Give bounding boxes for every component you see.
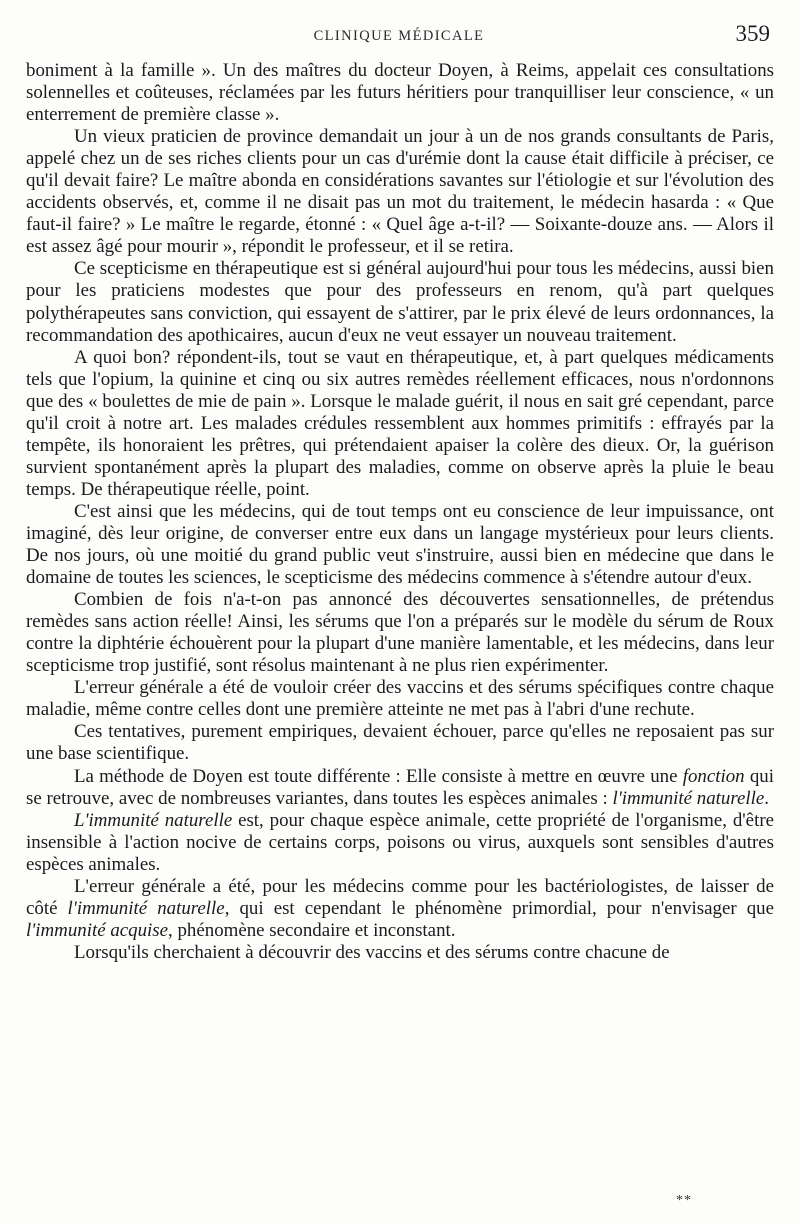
text-run: , phénomène secondaire et inconstant.: [168, 919, 456, 941]
paragraph: [26, 347, 774, 501]
paragraph: [26, 677, 774, 721]
paragraph: [26, 876, 774, 942]
page-number: 359: [735, 21, 770, 46]
text-run: Combien de fois n'a-t-on pas annoncé des découvertes sensationnelles, de prétendus remèdes sans action réelle! Ainsi, les sérums que l'on a préparés sur le modèle du sérum de Roux contre la diphtérie échouèrent pour la plupart d'une manière lamentable, et les médecins, dans leur scepticisme trop justifié, sont résolus maintenant à ne plus rien expérimenter.: [26, 589, 774, 677]
text-run: , qui est cependant le phénomène primordial, pour n'envisager que: [224, 897, 774, 919]
paragraph: [26, 126, 774, 258]
text-run: La méthode de Doyen est toute différente : Elle consiste à mettre en œuvre une: [74, 765, 683, 787]
paragraph: [26, 766, 774, 810]
paragraph: [26, 721, 774, 765]
body-text: [26, 60, 774, 964]
text-run: qui se retrouve, avec de nombreuses variantes, dans toutes les espèces animales :: [26, 765, 774, 809]
text-run: Ces tentatives, purement empiriques, devaient échouer, parce qu'elles ne reposaient pas sur une base scientifique.: [26, 721, 774, 765]
paragraph: [26, 589, 774, 677]
italic-run: l'immunité naturelle: [67, 897, 225, 919]
paragraph: [26, 942, 774, 964]
text-run: Un vieux praticien de province demandait un jour à un de nos grands consultants de Paris, appelé chez un de ses riches clients pour un cas d'urémie dont la cause était difficile à préciser, ce qu'il devait faire? Le maître abonda en considérations savantes sur l'étiologie et sur l'évolution des accidents observés, et, comme il ne disait pas un mot du traitement, le médecin hasarda : « Que faut-il faire? » Le maître le regarde, étonné : « Quel âge a-t-il? — Soixante-douze ans. — Alors il est assez âgé pour mourir », répondit le professeur, et il se retira.: [26, 126, 774, 258]
italic-run: L'immunité naturelle: [74, 809, 233, 831]
paragraph: [26, 258, 774, 346]
text-run: Ce scepticisme en thérapeutique est si général aujourd'hui pour tous les médecins, aussi bien pour les praticiens modestes que pour des professeurs en renom, qu'à part quelques polythérapeutes sans conviction, qui essayent de s'attirer, par le prix élevé de leurs ordonnances, la recommandation des apothicaires, aucun d'eux ne veut essayer un nouveau traitement.: [26, 258, 774, 346]
running-title: CLINIQUE MÉDICALE: [313, 28, 485, 44]
text-run: .: [764, 787, 770, 809]
paragraph: [26, 501, 774, 589]
text-run: L'erreur générale a été, pour les médecins comme pour les bactériologistes, de laisser de côté: [26, 875, 774, 919]
italic-run: l'immunité naturelle: [612, 787, 765, 809]
text-run: L'erreur générale a été de vouloir créer des vaccins et des sérums spécifiques contre chaque maladie, même contre celles dont une première atteinte ne met pas à l'abri d'une rechute.: [26, 677, 774, 721]
paragraph: [26, 60, 774, 126]
text-run: boniment à la famille ». Un des maîtres du docteur Doyen, à Reims, appelait ces consultations solennelles et coûteuses, réclamées par les futurs héritiers pour tranquilliser leur conscience, « un enterrement de première classe ».: [26, 60, 774, 126]
page-header: [28, 20, 770, 54]
paragraph: [26, 810, 774, 876]
text-run: C'est ainsi que les médecins, qui de tout temps ont eu conscience de leur impuissance, ont imaginé, dès leur origine, de converser entre eux dans un langage mystérieux pour leurs clients. De nos jours, où une moitié du grand public veut s'instruire, aussi bien en médecine que dans le domaine de toutes les sciences, le scepticisme des médecins commence à s'étendre autour d'eux.: [26, 500, 774, 589]
signature-mark: **: [676, 1193, 692, 1208]
italic-run: l'immunité acquise: [26, 919, 169, 941]
text-run: est, pour chaque espèce animale, cette propriété de l'organisme, d'être insensible à l'action nocive de certains corps, poisons ou virus, auxquels sont sensibles d'autres espèces animales.: [26, 809, 774, 875]
italic-run: fonction: [682, 765, 745, 787]
text-run: A quoi bon? répondent-ils, tout se vaut en thérapeutique, et, à part quelques médicaments tels que l'opium, la quinine et cinq ou six autres remèdes réellement efficaces, nous n'ordonnons que des « boulettes de mie de pain ». Lorsque le malade guérit, il nous en sait gré cependant, parce qu'il croit à notre art. Les malades crédules ressemblent aux hommes primitifs : effrayés par la tempête, ils honoraient les prêtres, qui prétendaient apaiser la colère des dieux. Or, la guérison survient spontanément après la plupart des maladies, comme on observe après la pluie le beau temps. De thérapeutique réelle, point.: [26, 346, 774, 500]
text-run: Lorsqu'ils cherchaient à découvrir des vaccins et des sérums contre chacune de: [74, 941, 670, 963]
